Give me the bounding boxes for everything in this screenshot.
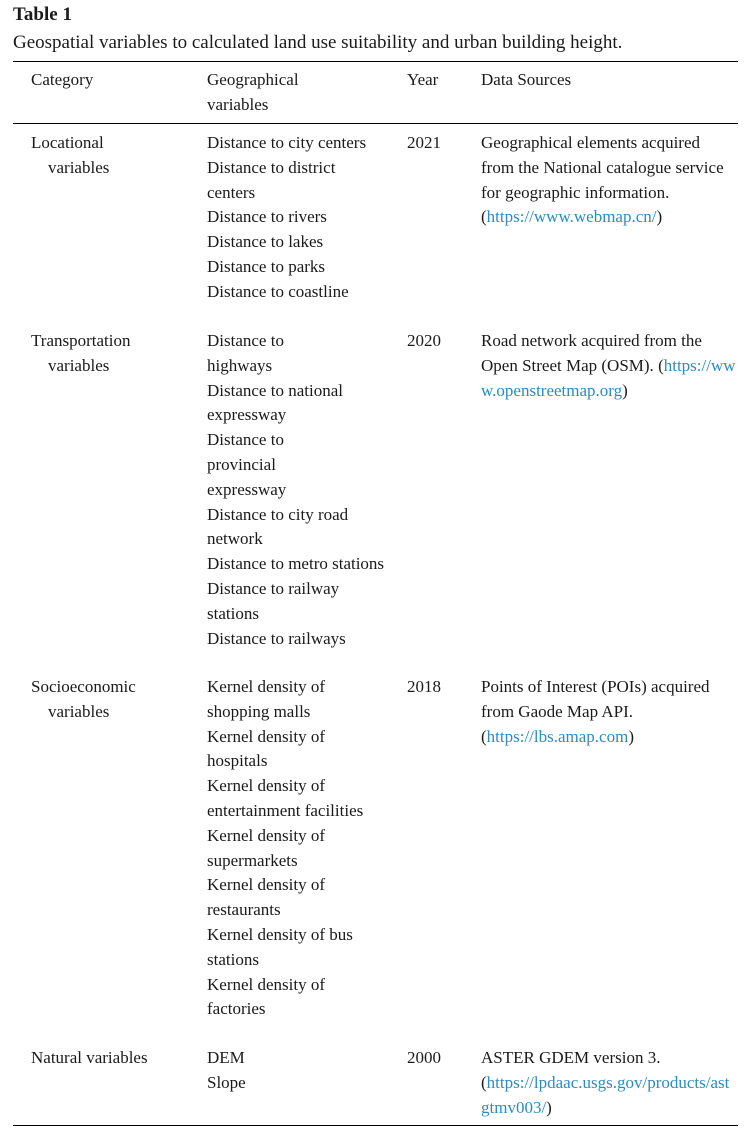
source-cell: Geographical elements acquired from the National catalogue service for geographic information. (https://www.webmap.cn/) xyxy=(481,133,724,227)
category-line: Socioeconomic xyxy=(31,677,136,696)
table-label: Table 1 xyxy=(13,4,72,25)
header-sources: Data Sources xyxy=(481,70,572,89)
variable-item: Distance to national expressway xyxy=(207,380,343,425)
variable-item: DEM xyxy=(207,1048,245,1067)
variable-item: Distance to parks xyxy=(207,256,326,276)
variable-item: Kernel density of shopping malls xyxy=(207,677,326,721)
variable-item: Distance to railways xyxy=(207,628,346,648)
source-cell: Road network acquired from the Open Street Map (OSM). (https://www.openstreetmap.org) xyxy=(481,331,736,400)
variable-item: Distance to highways xyxy=(207,331,284,375)
variable-item: Distance to metro stations xyxy=(207,554,385,574)
variable-item: Kernel density of factories xyxy=(207,974,326,1019)
variable-item: Distance to city road network xyxy=(207,504,349,549)
variables-cell xyxy=(207,131,387,305)
category-line: Transportation xyxy=(31,331,131,350)
variable-item: Kernel density of entertainment facilities xyxy=(207,776,364,820)
category-cell xyxy=(31,1046,201,1071)
variable-item: Distance to city centers xyxy=(207,133,367,152)
variable-item: Distance to provincial expressway xyxy=(207,430,287,499)
header-variables: Geographical variables xyxy=(207,70,299,114)
variables-cell xyxy=(207,1046,387,1096)
variable-item: Distance to rivers xyxy=(207,207,327,227)
category-cell xyxy=(31,131,201,181)
source-link[interactable]: https://www.webmap.cn/ xyxy=(486,207,657,227)
source-link[interactable]: https://lpdaac.usgs.gov/products/astgtmv003/ xyxy=(481,1072,730,1117)
source-cell: Points of Interest (POIs) acquired from Gaode Map API. (https://lbs.amap.com) xyxy=(481,677,710,746)
variable-item: Kernel density of supermarkets xyxy=(207,825,326,870)
variable-item: Kernel density of restaurants xyxy=(207,875,326,920)
variable-item: Distance to district centers xyxy=(207,157,336,202)
variables-cell xyxy=(207,675,379,1022)
variables-cell xyxy=(207,329,387,651)
source-text: Points of Interest (POIs) acquired from Gaode Map API. xyxy=(481,677,710,721)
category-line: Natural variables xyxy=(31,1048,148,1067)
variable-item: Distance to railway stations xyxy=(207,578,340,623)
header-rule xyxy=(13,123,738,124)
variable-item: Kernel density of hospitals xyxy=(207,726,326,771)
category-line: variables xyxy=(48,355,110,375)
variable-item: Slope xyxy=(207,1072,246,1092)
category-cell xyxy=(31,329,201,379)
source-cell: ASTER GDEM version 3. (https://lpdaac.usgs.gov/products/astgtmv003/) xyxy=(481,1048,730,1117)
year-cell: 2000 xyxy=(407,1048,441,1067)
year-cell: 2018 xyxy=(407,677,441,696)
variable-item: Kernel density of bus stations xyxy=(207,924,353,969)
table-caption: Geospatial variables to calculated land use suitability and urban building height. xyxy=(13,32,623,53)
source-text: Road network acquired from the Open Street Map (OSM). xyxy=(481,331,702,375)
variable-item: Distance to coastline xyxy=(207,281,349,301)
source-text: ASTER GDEM version 3. xyxy=(481,1048,661,1067)
source-text: Geographical elements acquired from the National catalogue service for geographic information. xyxy=(481,133,724,202)
top-rule xyxy=(13,61,738,62)
category-line: variables xyxy=(48,157,110,177)
category-line: variables xyxy=(48,701,110,721)
header-year: Year xyxy=(407,70,439,89)
variable-item: Distance to lakes xyxy=(207,232,324,252)
source-link[interactable]: https://lbs.amap.com xyxy=(486,726,629,746)
category-cell xyxy=(31,675,201,725)
year-cell: 2021 xyxy=(407,133,441,152)
header-category: Category xyxy=(31,70,94,89)
source-link[interactable]: https://www.openstreetmap.org xyxy=(481,355,736,400)
bottom-rule xyxy=(13,1125,738,1126)
category-line: Locational xyxy=(31,133,104,152)
year-cell: 2020 xyxy=(407,331,441,350)
